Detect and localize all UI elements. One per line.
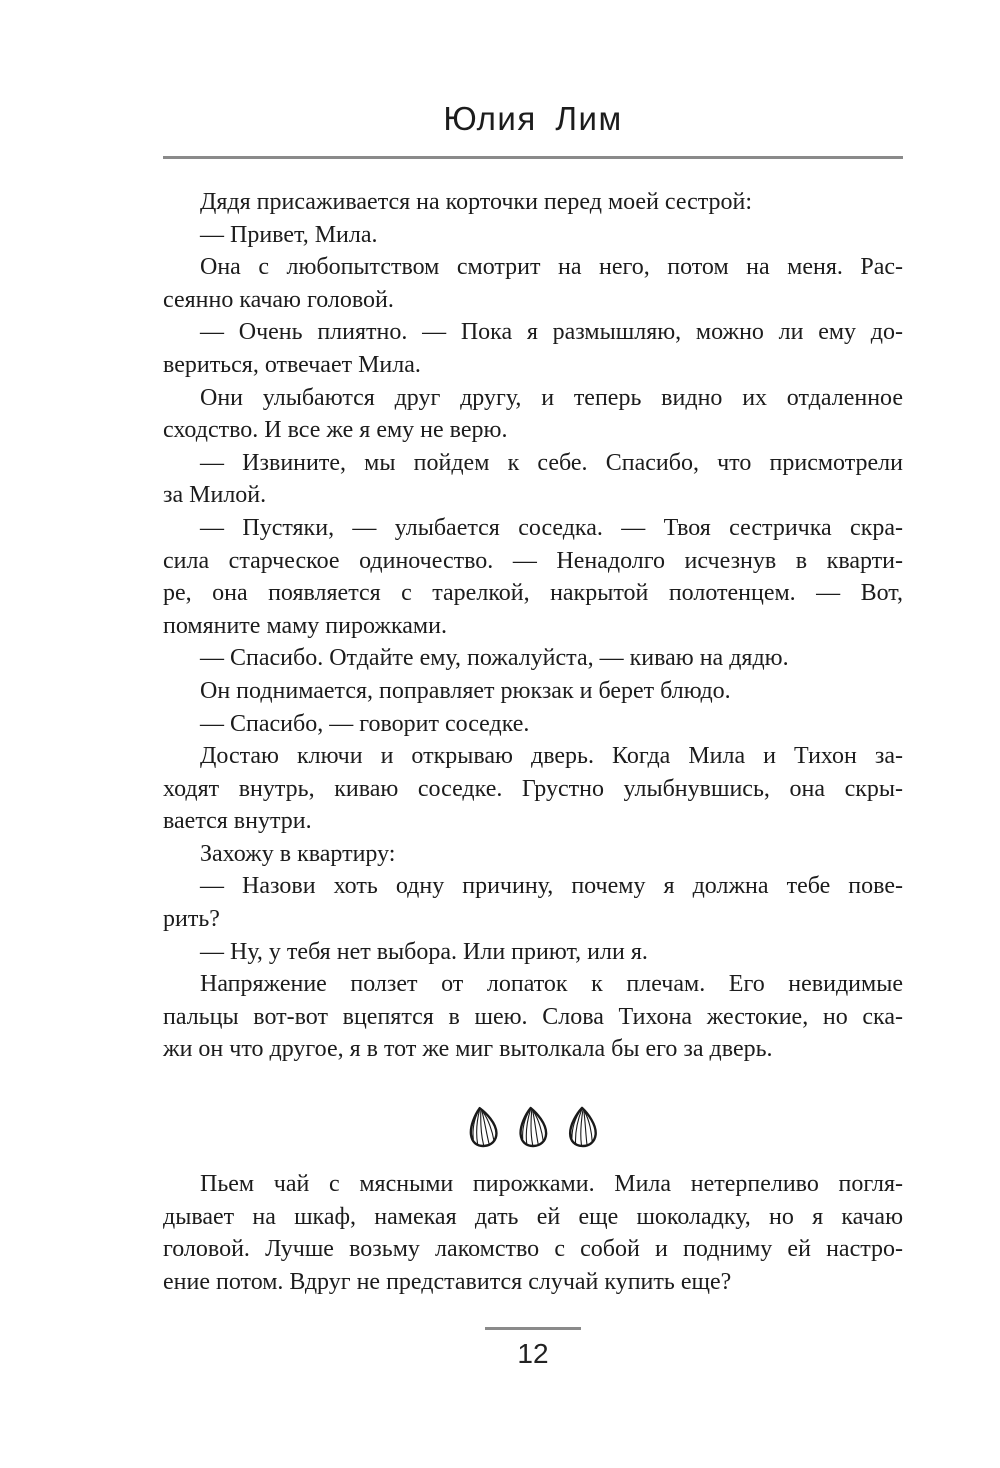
paragraph [163,936,903,969]
text-line: Они улыбаются друг другу, и теперь видно их отдаленное [200,384,903,411]
text-line: головой. Лучше возьму лакомство с собой и подниму ей настро- [163,1236,903,1263]
paragraph [163,870,903,935]
text-line: помяните маму пирожками. [163,612,447,639]
paragraph [163,447,903,512]
section-separator [163,1106,903,1148]
text-line: за Милой. [163,482,267,509]
text-line: Захожу в квартиру: [200,840,396,867]
text-line: Напряжение ползет от лопаток к плечам. Его невидимые [200,971,903,998]
text-line: Она с любопытством смотрит на него, потом на меня. Рас- [200,254,903,281]
text-line: сходство. И все же я ему не верю. [163,417,508,444]
paragraph [163,675,903,708]
text-line: Достаю ключи и открываю дверь. Когда Мила и Тихон за- [200,743,903,770]
seed-icon [466,1105,501,1149]
body-section-2 [163,1168,903,1298]
paragraph [163,642,903,675]
text-line: Пьем чай с мясными пирожками. Мила нетерпеливо погля- [200,1171,903,1198]
text-line: Он поднимается, поправляет рюкзак и берет блюдо. [200,677,731,704]
paragraph [163,740,903,838]
text-line: пальцы вот-вот вцепятся в шею. Слова Тихона жестокие, но ска- [163,1003,903,1030]
header-rule [163,156,903,159]
text-line: вается внутри. [163,808,312,835]
text-line: — Извините, мы пойдем к себе. Спасибо, что присмотрели [200,449,903,476]
paragraph [163,382,903,447]
paragraph [163,968,903,1066]
text-line: рить? [163,906,220,933]
seed-icon [517,1106,550,1149]
text-line: — Ну, у тебя нет выбора. Или приют, или я. [200,938,648,965]
page-number: 12 [517,1338,549,1369]
seed-icon [566,1105,600,1149]
paragraph [163,512,903,642]
text-line: ре, она появляется с тарелкой, накрытой полотенцем. — Вот, [163,580,903,607]
text-line: сеянно качаю головой. [163,286,394,313]
footer-rule [485,1327,581,1330]
text-line: жи он что другое, я в тот же миг вытолкала бы его за дверь. [163,1036,773,1063]
running-header: Юлия Лим [443,100,623,137]
text-line: ение потом. Вдруг не представится случай купить еще? [163,1268,732,1295]
text-line: — Пустяки, — улыбается соседка. — Твоя сестричка скра- [200,514,903,541]
paragraph [163,251,903,316]
text-line: — Очень плиятно. — Пока я размышляю, можно ли ему до- [200,319,903,346]
text-line: — Назови хоть одну причину, почему я должна тебе пове- [200,873,903,900]
paragraph [163,708,903,741]
paragraph [163,838,903,871]
page-body [163,186,903,1298]
paragraph [163,219,903,252]
text-line: ходят внутрь, киваю соседке. Грустно улыбнувшись, она скры- [163,775,903,802]
text-line: — Спасибо. Отдайте ему, пожалуйста, — киваю на дядю. [200,645,789,672]
text-line: вериться, отвечает Мила. [163,351,421,378]
paragraph [163,1168,903,1298]
text-line: Дядя присаживается на корточки перед моей сестрой: [200,189,753,215]
text-line: — Привет, Мила. [200,221,378,248]
text-line: — Спасибо, — говорит соседке. [200,710,530,737]
text-line: сила старческое одиночество. — Ненадолго исчезнув в кварти- [163,547,903,574]
paragraph [163,186,903,219]
body-section-1 [163,186,903,1066]
paragraph [163,316,903,381]
text-line: дывает на шкаф, намекая дать ей еще шоколадку, но я качаю [163,1203,903,1230]
